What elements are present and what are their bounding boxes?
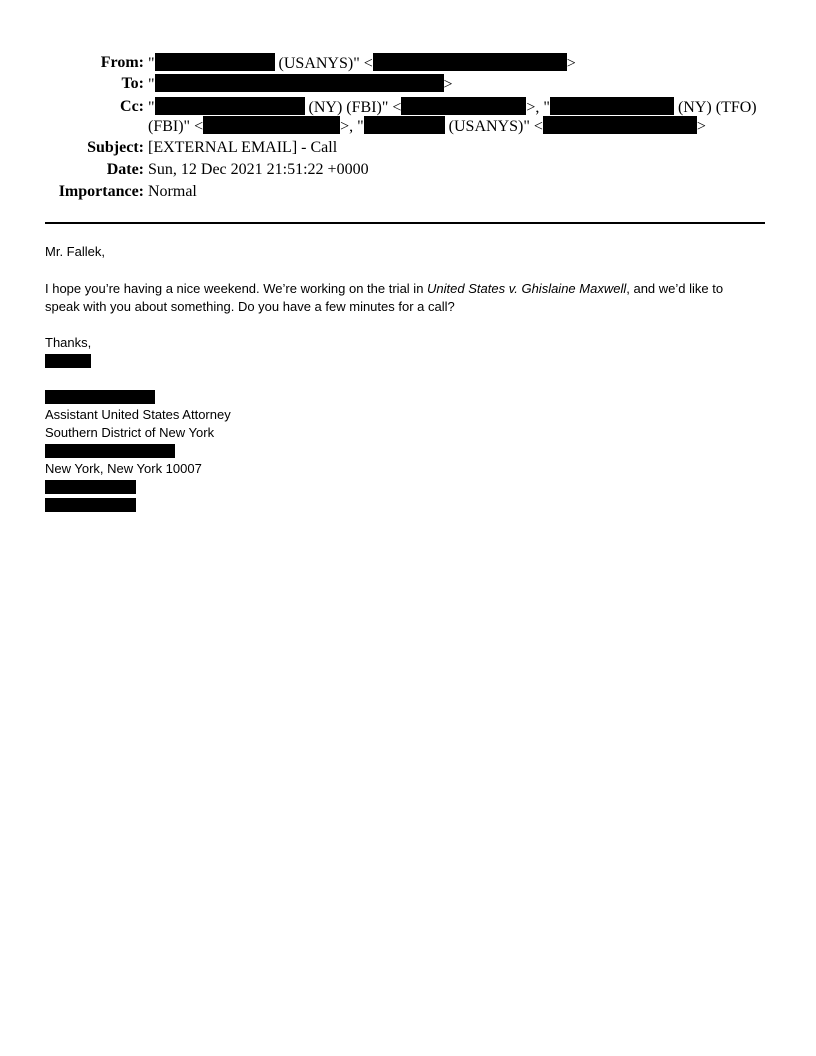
- case-name: United States v. Ghislaine Maxwell: [427, 281, 627, 296]
- signature-title: Assistant United States Attorney: [45, 407, 231, 422]
- to-label: To:: [121, 75, 144, 92]
- redaction: [155, 97, 305, 115]
- header-divider: [45, 222, 765, 224]
- redaction: [203, 116, 340, 134]
- from-label: From:: [100, 54, 144, 71]
- redaction: [45, 444, 175, 458]
- redaction: [155, 74, 444, 92]
- redaction: [45, 354, 91, 368]
- cc-value-line2: (FBI)" < >, " (USANYS)" < >: [148, 118, 706, 135]
- redaction: [45, 498, 136, 512]
- redaction: [45, 480, 136, 494]
- date-label: Date:: [106, 161, 144, 178]
- importance-label: Importance:: [58, 183, 144, 200]
- redaction: [155, 53, 275, 71]
- signature-office: Southern District of New York: [45, 425, 215, 440]
- redaction: [543, 116, 697, 134]
- cc-value-line1: " (NY) (FBI)" < >, " (NY) (TFO): [148, 99, 757, 116]
- date-value: Sun, 12 Dec 2021 21:51:22 +0000: [148, 161, 369, 178]
- closing: Thanks,: [45, 335, 92, 350]
- from-value: " (USANYS)" < >: [148, 55, 576, 72]
- greeting: Mr. Fallek,: [45, 244, 105, 259]
- redaction: [550, 97, 674, 115]
- subject-value: [EXTERNAL EMAIL] - Call: [148, 139, 338, 156]
- cc-label: Cc:: [120, 98, 144, 115]
- paragraph-line-2: speak with you about something. Do you have a few minutes for a call?: [45, 299, 455, 314]
- importance-value: Normal: [148, 183, 197, 200]
- redaction: [373, 53, 567, 71]
- redaction: [45, 390, 155, 404]
- paragraph-line-1: I hope you’re having a nice weekend. We’re working on the trial in United States v. Ghislaine Maxwell, and we’d like to: [45, 281, 724, 296]
- to-value: " >: [148, 76, 453, 93]
- signature-city: New York, New York 10007: [45, 461, 202, 476]
- redaction: [364, 116, 445, 134]
- subject-label: Subject:: [87, 139, 144, 156]
- redaction: [401, 97, 526, 115]
